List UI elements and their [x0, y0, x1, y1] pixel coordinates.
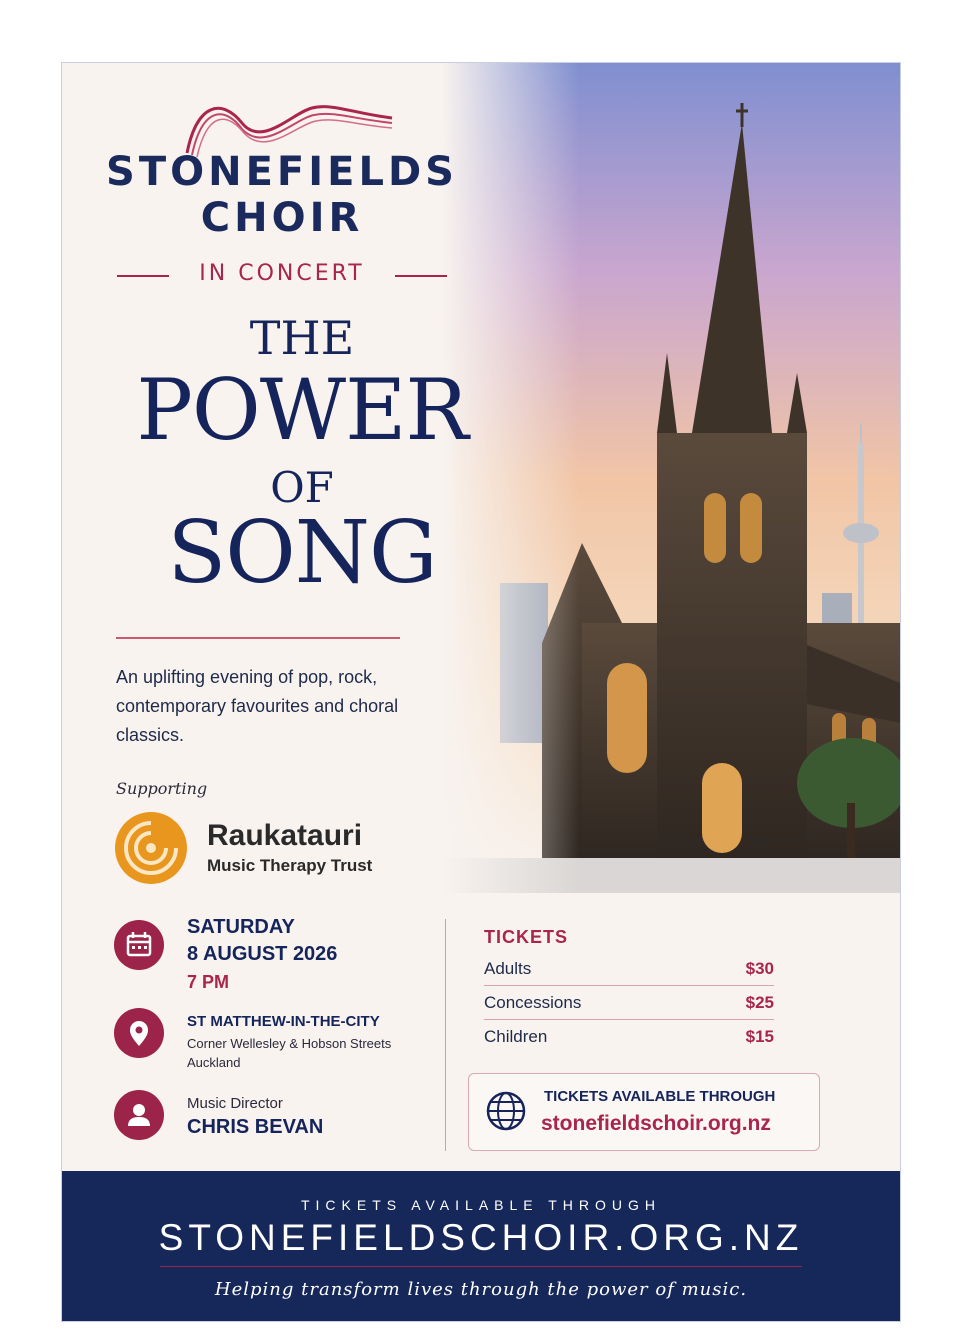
title-line-4: SONG: [167, 503, 437, 603]
footer-tagline: Helping transform lives through the power of music.: [214, 1279, 748, 1300]
kicker-rule-right: [395, 275, 447, 277]
globe-icon: [485, 1090, 527, 1132]
ticket-label: Children: [484, 1027, 548, 1046]
calendar-icon: [114, 920, 164, 970]
title-line-3: OF: [270, 463, 334, 512]
director-name: CHRIS BEVAN: [187, 1116, 324, 1138]
ticket-row: [484, 1021, 774, 1053]
footer-url[interactable]: STONEFIELDSCHOIR.ORG.NZ: [158, 1217, 804, 1258]
venue-address-line-2: Auckland: [187, 1055, 241, 1070]
ticket-label: Adults: [484, 959, 532, 978]
tickets-box-label: TICKETS AVAILABLE THROUGH: [544, 1088, 776, 1105]
concert-poster: [61, 62, 901, 1322]
title-line-1: THE: [249, 311, 355, 365]
event-day: SATURDAY: [187, 916, 295, 938]
event-time: 7 PM: [187, 972, 230, 992]
info-divider: [445, 919, 446, 1151]
title-line-2: POWER: [136, 361, 468, 459]
sponsor-subtitle: Music Therapy Trust: [207, 856, 373, 875]
sponsor-name: Raukatauri: [207, 819, 363, 852]
venue-name: ST MATTHEW-IN-THE-CITY: [187, 1013, 380, 1030]
kicker-text: IN CONCERT: [199, 261, 365, 286]
sponsor-swirl-icon: [114, 811, 188, 885]
venue-address-line-1: Corner Wellesley & Hobson Streets: [187, 1036, 392, 1051]
title-divider: [116, 637, 400, 639]
ticket-price: $15: [745, 1027, 774, 1046]
footer-divider: [160, 1266, 802, 1267]
ticket-row: [484, 953, 774, 986]
ticket-label: Concessions: [484, 993, 582, 1012]
ticket-price: $30: [745, 959, 774, 978]
kicker-row: [117, 261, 447, 291]
ticket-price: $25: [745, 993, 774, 1012]
director-label: Music Director: [187, 1095, 283, 1112]
tickets-link-box[interactable]: [468, 1073, 820, 1151]
tickets-box-url[interactable]: stonefieldschoir.org.nz: [541, 1112, 771, 1135]
supporting-label: Supporting: [116, 779, 208, 798]
person-icon: [114, 1090, 164, 1140]
footer-label: TICKETS AVAILABLE THROUGH: [300, 1197, 662, 1213]
choir-name-line-1: STONEFIELDS: [106, 149, 458, 195]
event-date: 8 AUGUST 2026: [187, 943, 338, 965]
footer-banner: [62, 1171, 900, 1321]
choir-name-line-2: CHOIR: [200, 195, 364, 241]
tagline: An uplifting evening of pop, rock, contemporary favourites and choral classics.: [116, 667, 399, 745]
tickets-heading: TICKETS: [484, 927, 569, 947]
location-pin-icon: [114, 1008, 164, 1058]
ticket-row: [484, 987, 774, 1020]
